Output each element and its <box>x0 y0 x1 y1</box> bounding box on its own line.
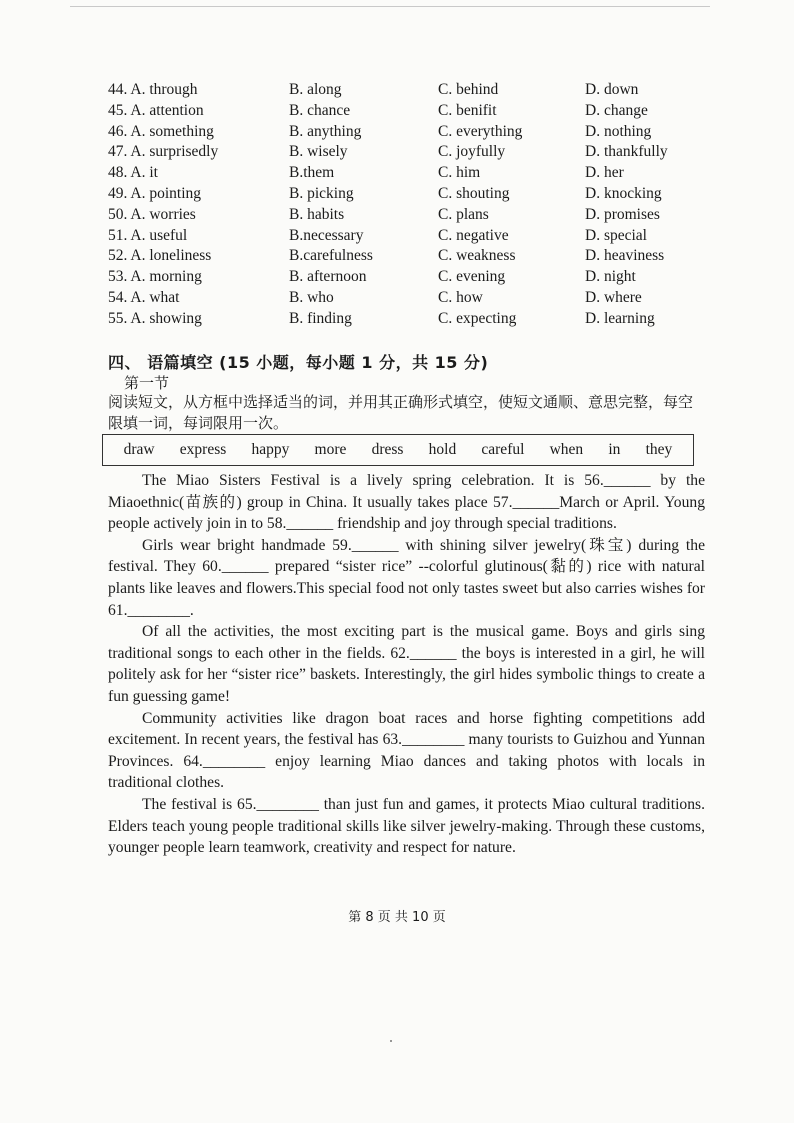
section-instruction: 阅读短文，从方框中选择适当的词，并用其正确形式填空，使短文通顺、意思完整，每空限填一词，每词限用一次。 <box>108 393 694 432</box>
word-bank-item: draw <box>123 441 155 458</box>
option-b: B. wisely <box>289 143 348 161</box>
option-c: C. benifit <box>438 101 497 119</box>
answer-options-list <box>108 80 708 330</box>
scan-speck <box>390 1040 392 1042</box>
option-a: 48. A. it <box>108 164 158 182</box>
option-d: D. knocking <box>585 184 662 202</box>
top-border-line <box>70 6 710 7</box>
option-b: B. afternoon <box>289 268 367 286</box>
option-c: C. evening <box>438 268 506 286</box>
section-subtitle: 第一节 <box>124 374 170 392</box>
word-bank-item: careful <box>481 441 525 458</box>
word-bank-item: they <box>645 441 673 458</box>
option-d: D. learning <box>585 309 655 327</box>
option-b: B. chance <box>289 101 351 119</box>
option-b: B. along <box>289 81 342 98</box>
option-c: C. joyfully <box>438 143 506 161</box>
option-row-49 <box>108 184 708 205</box>
option-row-50 <box>108 205 708 226</box>
passage-paragraph-2: Girls wear bright handmade 59.______ with shining silver jewelry(珠宝) during the festival. They 60.______ prepared “sister rice” --colorful glutinous(黏的) rice with natural plants like leaves and flowers.This special food not only tastes sweet but also carries wishes for 61.________. <box>108 536 705 619</box>
option-row-45 <box>108 101 708 122</box>
word-bank-box <box>102 434 694 466</box>
option-d: D. heaviness <box>585 247 665 265</box>
passage-paragraph-1: The Miao Sisters Festival is a lively spring celebration. It is 56.______ by the Miaoethnic(苗族的) group in China. It usually takes place 57.______March or April. Young people actively join in to 58.______ friendship and joy through special traditions. <box>108 472 705 533</box>
passage-paragraph-3: Of all the activities, the most exciting part is the musical game. Boys and girls sing traditional songs to each other in the fields. 62.______ the boys is interested in a girl, he will politely ask for her “sister rice” baskets. Interestingly, the girl hides symbolic things to create a fun guessing game! <box>108 623 705 705</box>
word-bank-item: express <box>179 441 227 458</box>
option-row-44 <box>108 80 708 101</box>
option-b: B. who <box>289 288 334 306</box>
word-bank-item: dress <box>371 441 404 458</box>
option-d: D. night <box>585 268 636 286</box>
option-b: B.necessary <box>289 226 364 244</box>
option-a: 46. A. something <box>108 122 214 140</box>
option-c: C. everything <box>438 122 523 140</box>
option-row-55 <box>108 309 708 330</box>
option-a: 53. A. morning <box>108 268 202 286</box>
option-b: B. habits <box>289 205 345 223</box>
option-row-51 <box>108 226 708 247</box>
option-a: 55. A. showing <box>108 309 202 327</box>
option-c: C. weakness <box>438 247 516 265</box>
option-c: C. negative <box>438 226 509 244</box>
option-b: B.carefulness <box>289 247 373 265</box>
option-d: D. thankfully <box>585 143 668 161</box>
word-bank-item: when <box>549 441 584 458</box>
option-c: C. expecting <box>438 309 517 327</box>
option-b: B. picking <box>289 184 354 202</box>
option-a: 45. A. attention <box>108 101 204 119</box>
section-title: 四、 语篇填空 (15 小题，每小题 1 分，共 15 分) <box>108 353 489 372</box>
option-a: 52. A. loneliness <box>108 247 212 265</box>
option-c: C. shouting <box>438 184 510 202</box>
option-d: D. nothing <box>585 122 652 140</box>
word-bank-item: more <box>314 441 347 458</box>
option-row-53 <box>108 267 708 288</box>
option-c: C. plans <box>438 205 489 223</box>
option-a: 54. A. what <box>108 288 180 306</box>
option-a: 49. A. pointing <box>108 184 202 202</box>
option-row-46 <box>108 122 708 143</box>
option-d: D. down <box>585 81 639 98</box>
option-d: D. special <box>585 226 647 244</box>
option-row-54 <box>108 288 708 309</box>
option-d: D. change <box>585 101 648 119</box>
word-bank-item: hold <box>428 441 457 458</box>
option-d: D. promises <box>585 205 660 223</box>
option-d: D. her <box>585 164 624 182</box>
word-bank-item: happy <box>251 441 290 458</box>
option-c: C. how <box>438 288 483 306</box>
option-a: 44. A. through <box>108 81 198 98</box>
option-b: B. finding <box>289 309 352 327</box>
passage-paragraph-4: Community activities like dragon boat races and horse fighting competitions add excitement. In recent years, the festival has 63.________ many tourists to Guizhou and Yunnan Provinces. 64.________ enjoy learning Miao dances and taking photos with locals in traditional clothes. <box>108 709 705 792</box>
reading-passage <box>108 470 705 859</box>
option-row-47 <box>108 142 708 163</box>
option-a: 50. A. worries <box>108 205 196 223</box>
option-a: 47. A. surprisedly <box>108 143 219 161</box>
option-row-48 <box>108 163 708 184</box>
option-d: D. where <box>585 288 642 306</box>
option-c: C. behind <box>438 81 499 98</box>
option-b: B.them <box>289 164 335 182</box>
option-a: 51. A. useful <box>108 226 188 244</box>
option-c: C. him <box>438 164 481 182</box>
option-row-52 <box>108 246 708 267</box>
option-b: B. anything <box>289 122 362 140</box>
passage-paragraph-5: The festival is 65.________ than just fun and games, it protects Miao cultural traditions. Elders teach young people traditional skills like silver jewelry-making. Through these customs, younger people learn teamwork, creativity and respect for nature. <box>108 795 705 857</box>
page-number-footer: 第 8 页 共 10 页 <box>348 910 446 925</box>
word-bank-item: in <box>608 441 621 458</box>
